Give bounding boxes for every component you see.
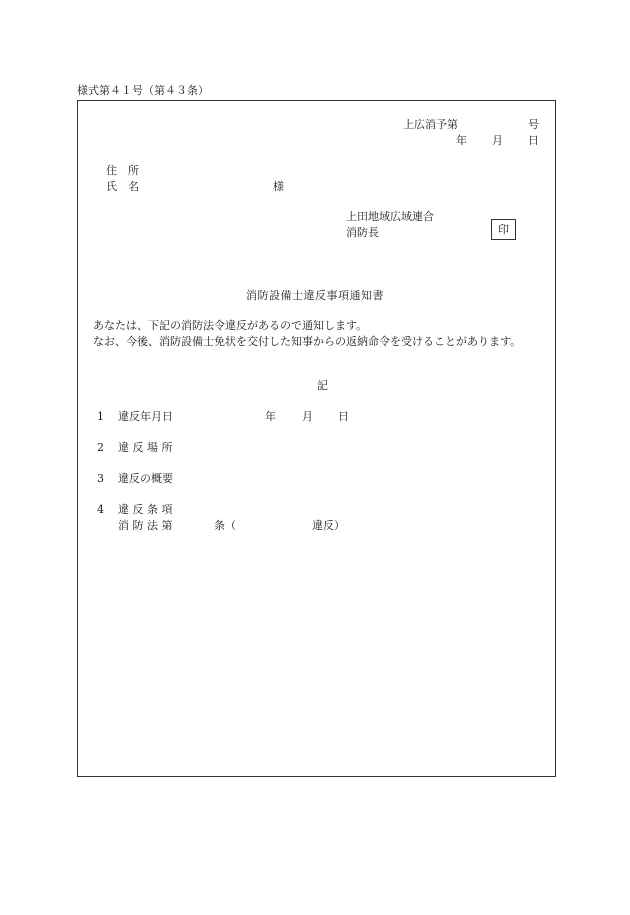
date-month-label: 月: [492, 134, 503, 147]
item-4-number: 4: [97, 503, 104, 516]
body-paragraph-2: なお、今後、消防設備士免状を交付した知事からの返納命令を受けることがあります。: [93, 335, 522, 348]
item-1-year: 年: [265, 410, 276, 423]
doc-number-prefix: 上広消予第: [403, 118, 458, 131]
body-paragraph-1: あなたは、下記の消防法令違反があるので通知します。: [93, 319, 368, 332]
item-1-label: 違反年月日: [118, 410, 173, 423]
item-4-label: 違 反 条 項: [118, 503, 173, 516]
body-text: [82, 318, 550, 350]
item-4-law: 消 防 法 第: [118, 519, 173, 532]
item-3-number: 3: [97, 472, 104, 485]
seal-label: 印: [498, 223, 509, 236]
form-border: [77, 100, 556, 777]
recipient-address-label: 住 所: [106, 164, 139, 177]
item-1-number: 1: [97, 410, 104, 423]
item-2-number: 2: [97, 441, 104, 454]
doc-number-suffix: 号: [528, 118, 539, 131]
item-4-violation: 違反）: [312, 519, 345, 532]
item-4-article: 条（: [214, 519, 236, 532]
issuer-title: 消防長: [346, 226, 379, 239]
recipient-honorific: 様: [273, 180, 284, 193]
issuer-organization: 上田地域広域連合: [346, 210, 434, 223]
document-title: 消防設備士違反事項通知書: [246, 289, 384, 302]
seal-box: [491, 219, 516, 240]
item-3-label: 違反の概要: [118, 472, 173, 485]
recipient-name-label: 氏 名: [106, 180, 139, 193]
date-year-label: 年: [456, 134, 467, 147]
date-day-label: 日: [528, 134, 539, 147]
form-label: 様式第４１号（第４３条）: [77, 84, 209, 97]
item-2-label: 違 反 場 所: [118, 441, 173, 454]
item-1-day: 日: [338, 410, 349, 423]
item-1-month: 月: [302, 410, 313, 423]
ki-label: 記: [317, 379, 328, 392]
